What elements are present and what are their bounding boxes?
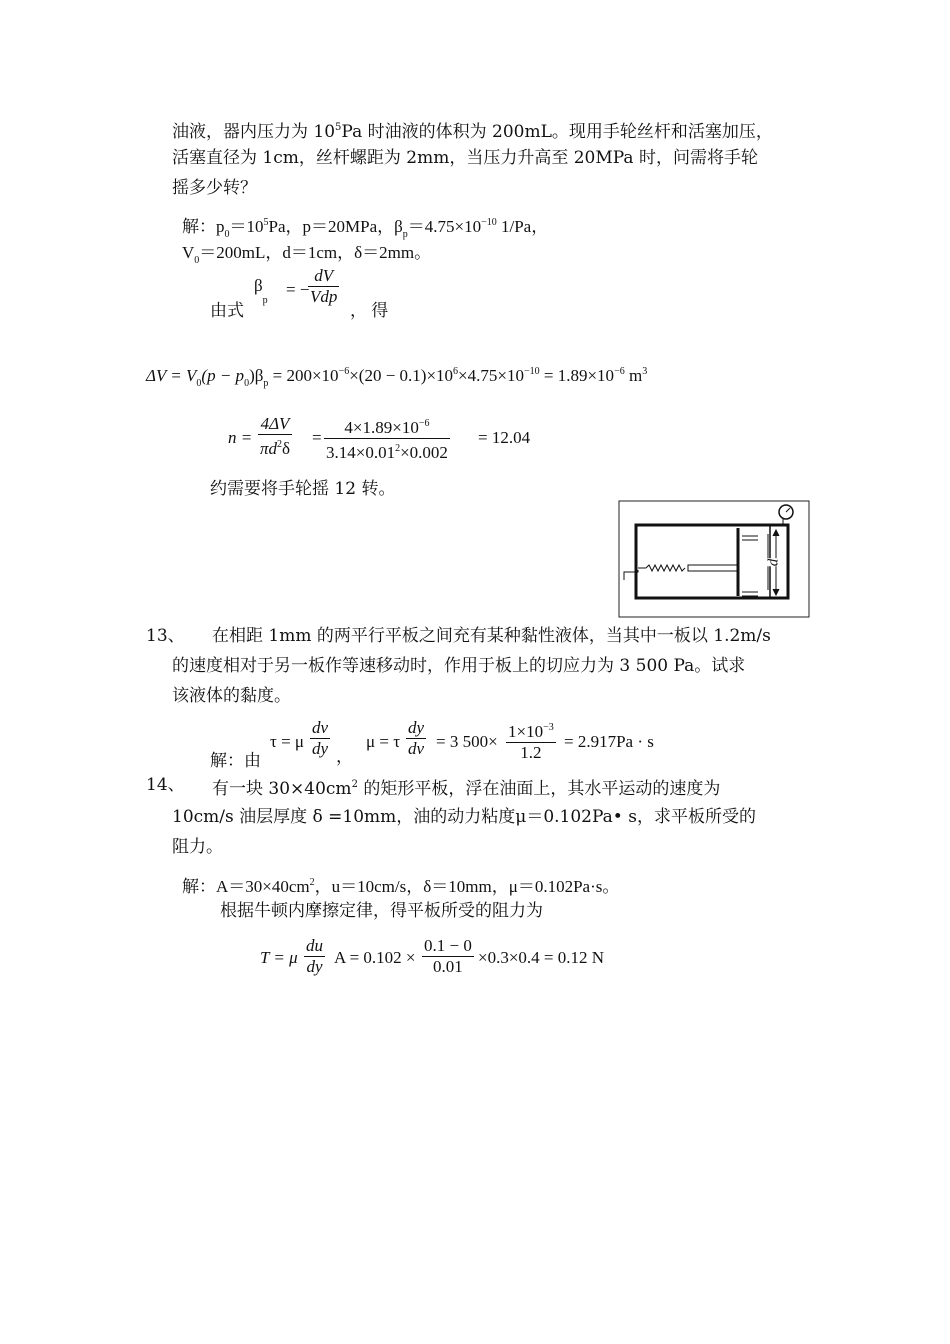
g2b: ＝200mL，d＝1cm，δ＝2mm。 bbox=[199, 243, 432, 262]
piston-figure bbox=[618, 500, 810, 618]
youshi-label: 由式 bbox=[210, 301, 244, 320]
dv-rhs2-sup: 6 bbox=[453, 366, 459, 377]
problem13-number: 13、 bbox=[146, 626, 185, 646]
dv-rhs3-sup: −10 bbox=[523, 366, 540, 377]
g1a-sub: 0 bbox=[224, 229, 230, 240]
problem14-number: 14、 bbox=[146, 775, 185, 795]
g2a: V bbox=[182, 243, 195, 262]
dv-rhs4: = 1.89×10 bbox=[539, 366, 615, 385]
p13-frac2-num: dy bbox=[408, 718, 425, 737]
dv-rhs4-sup: −6 bbox=[614, 366, 625, 377]
g1d-sup: −10 bbox=[481, 217, 497, 228]
n-frac1 bbox=[258, 414, 292, 459]
problem12-line3: 摇多少转？ bbox=[172, 178, 257, 198]
dv-rhs5-sup: 3 bbox=[642, 366, 648, 377]
p14-line1-sup: 2 bbox=[351, 779, 358, 790]
dv-lhs: ΔV = V bbox=[146, 366, 197, 385]
problem13-line3: 该液体的黏度。 bbox=[172, 686, 291, 706]
solution12-given2 bbox=[182, 238, 431, 276]
n-frac2-den: $3.14\times 0.01^2\times 0.002$ bbox=[326, 443, 448, 462]
dv-rhs5: m bbox=[624, 366, 643, 385]
p13-tau-eq: τ = μ bbox=[270, 732, 305, 751]
g1e: 1/Pa， bbox=[496, 217, 549, 236]
p13-mu-eq: μ = τ bbox=[366, 732, 401, 751]
p14-frac1-num: du bbox=[306, 936, 323, 955]
beta-frac-num: dV bbox=[308, 266, 339, 287]
p14-frac2-den: 0.01 bbox=[433, 957, 463, 976]
dv-mid2: )β bbox=[249, 366, 264, 385]
beta-symbol: $\beta_p$ bbox=[254, 276, 268, 306]
solution12-conclusion: 约需要将手轮摇 12 转。 bbox=[210, 479, 396, 499]
p14-result: ×0.3×0.4 = 0.12 N bbox=[478, 948, 605, 967]
p12-line1-sup: 5 bbox=[335, 122, 342, 133]
deltaV-equation bbox=[146, 366, 647, 389]
p14-frac1 bbox=[304, 936, 325, 977]
g1b-sup: 5 bbox=[263, 217, 269, 228]
p14-line1-a: 有一块 30×40cm bbox=[212, 779, 352, 799]
n-frac2-num: $4\times 1.89\times 10^{-6}$ bbox=[324, 414, 450, 439]
n-eq: = bbox=[312, 428, 322, 447]
beta-eq-minus: = − bbox=[286, 280, 310, 299]
p13-frac3-den: 1.2 bbox=[520, 743, 542, 762]
p14-sol-a: 解：A＝30×40cm bbox=[182, 877, 310, 896]
problem13-line2: 的速度相对于另一板作等速移动时，作用于板上的切应力为 3 500 Pa。试求 bbox=[172, 656, 746, 676]
beta-fraction bbox=[308, 266, 339, 307]
p13-frac2-den: dv bbox=[408, 739, 425, 758]
p13-frac1 bbox=[310, 718, 330, 759]
p14-sol-sup: 2 bbox=[309, 877, 315, 888]
g1c-sub: p bbox=[402, 229, 408, 240]
p13-frac2 bbox=[406, 718, 426, 759]
p13-result: = 2.917Pa · s bbox=[564, 732, 654, 751]
p13-frac1-den: dy bbox=[312, 739, 329, 758]
p14-line1-b: 的矩形平板，浮在油面上，其水平运动的速度为 bbox=[357, 779, 721, 799]
p13-jie: 解：由 bbox=[210, 751, 261, 770]
problem12-line1 bbox=[172, 113, 773, 147]
beta-frac-den: Vdp bbox=[310, 287, 338, 306]
sol12-jie: 解： bbox=[182, 217, 216, 236]
g1b: ＝10 bbox=[229, 217, 264, 236]
figure-d-label: d bbox=[765, 558, 782, 567]
p13-frac3 bbox=[506, 718, 556, 763]
dv-mid1-sub: 0 bbox=[244, 378, 250, 389]
g1d: ＝4.75×10 bbox=[407, 217, 482, 236]
g1a: p bbox=[216, 217, 225, 236]
p14-frac2 bbox=[422, 936, 474, 977]
n-frac1-den: $\pi d^2\delta$ bbox=[260, 439, 291, 458]
dv-lhs-sub: 0 bbox=[196, 378, 202, 389]
p13-comma: ， bbox=[336, 747, 353, 766]
p12-line1-text: 油液，器内压力为 10 bbox=[172, 122, 336, 142]
p14-A-mid: A = 0.102 × bbox=[334, 948, 416, 967]
dv-rhs2: ×(20 − 0.1)×10 bbox=[349, 366, 454, 385]
n-frac1-num: 4ΔV bbox=[258, 414, 292, 435]
p12-line1-rest: Pa 时油液的体积为 200mL。现用手轮丝杆和活塞加压， bbox=[341, 122, 773, 142]
problem14-law: 根据牛顿内摩擦定律，得平板所受的阻力为 bbox=[220, 901, 543, 921]
de-label: ， 得 bbox=[350, 301, 389, 320]
problem14-line2: 10cm/s 油层厚度 δ =10mm，油的动力粘度μ＝0.102Pa• s，求平板所受的 bbox=[172, 807, 756, 827]
n-lhs: n = bbox=[228, 428, 253, 447]
n-result: = 12.04 bbox=[478, 428, 531, 447]
p13-mid: = 3 500× bbox=[436, 732, 498, 751]
dv-mid1: (p − p bbox=[201, 366, 245, 385]
p13-frac3-num: $1\times 10^{-3}$ bbox=[506, 718, 556, 743]
dv-mid2-sub: p bbox=[263, 378, 269, 389]
problem13-line1: 在相距 1mm 的两平行平板之间充有某种黏性液体，当其中一板以 1.2m/s bbox=[212, 626, 771, 646]
g1c: Pa，p＝20MPa，β bbox=[268, 217, 403, 236]
p14-frac1-den: dy bbox=[306, 957, 323, 976]
dv-rhs3: ×4.75×10 bbox=[458, 366, 524, 385]
g2a-sub: 0 bbox=[194, 255, 200, 266]
p14-frac2-num: 0.1 − 0 bbox=[424, 936, 472, 955]
n-frac2 bbox=[324, 414, 450, 463]
p13-frac1-num: dv bbox=[312, 718, 329, 737]
dv-rhs1: = 200×10 bbox=[268, 366, 339, 385]
p14-T-lhs: T = μ bbox=[260, 948, 298, 967]
problem12-line2: 活塞直径为 1cm，丝杆螺距为 2mm，当压力升高至 20MPa 时，问需将手轮 bbox=[172, 148, 758, 168]
problem14-line3: 阻力。 bbox=[172, 837, 223, 857]
problem14-line1 bbox=[212, 770, 720, 804]
p14-sol-b: ，u＝10cm/s，δ＝10mm，μ＝0.102Pa·s。 bbox=[314, 877, 620, 896]
dv-rhs1-sup: −6 bbox=[338, 366, 350, 377]
